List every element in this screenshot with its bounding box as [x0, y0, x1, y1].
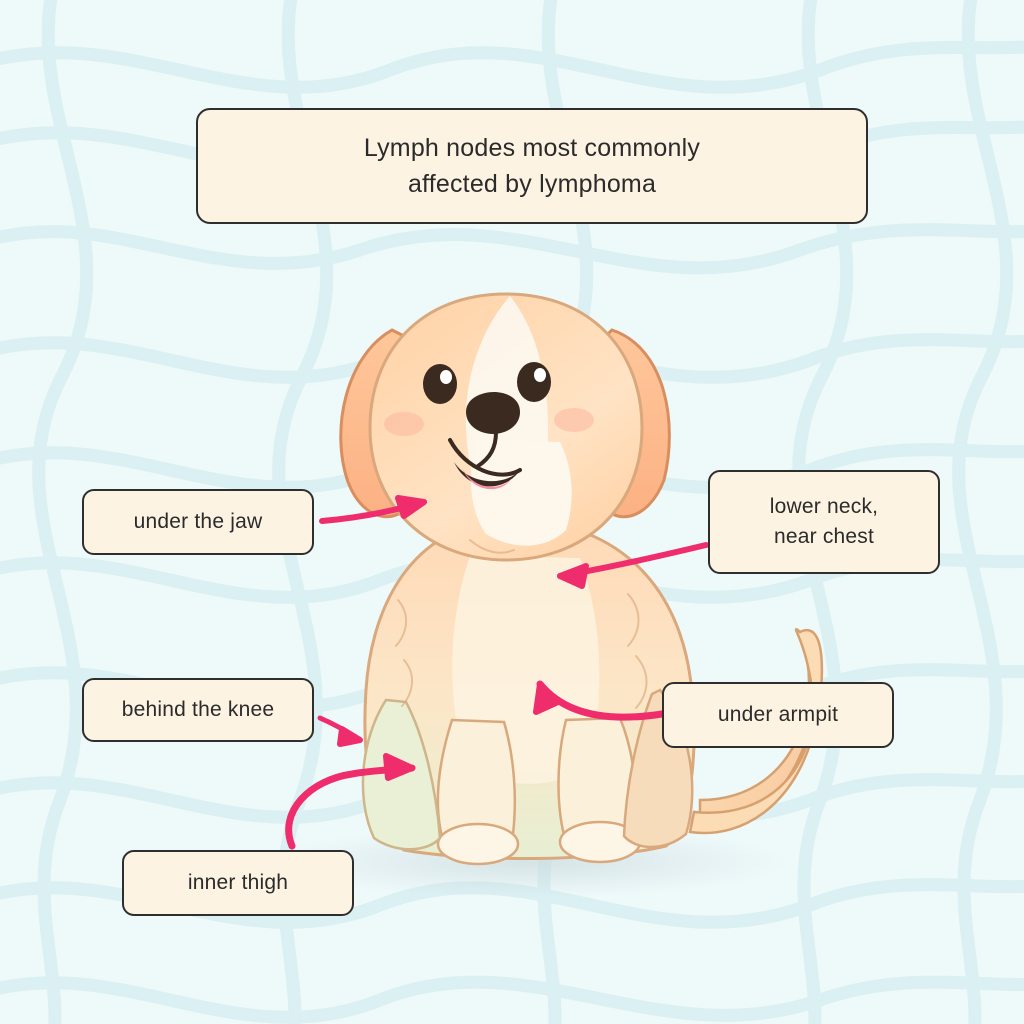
callout-label: behind the knee — [121, 697, 275, 721]
callout-label: under the jaw — [133, 509, 263, 533]
title-line-2: affected by lymphoma — [407, 170, 657, 198]
callout-inner-thigh — [122, 850, 354, 916]
callout-lower-neck — [708, 470, 940, 574]
callout-label-line-2: near chest — [773, 525, 875, 548]
title-line-1: Lymph nodes most commonly — [363, 133, 701, 162]
callout-label: under armpit — [717, 702, 839, 726]
callout-under-armpit — [662, 682, 894, 748]
callout-behind-the-knee — [82, 678, 314, 742]
callout-label: inner thigh — [187, 870, 289, 894]
diagram-title — [196, 108, 868, 224]
callout-under-the-jaw — [82, 489, 314, 555]
callout-label-line-1: lower neck, — [769, 494, 879, 518]
